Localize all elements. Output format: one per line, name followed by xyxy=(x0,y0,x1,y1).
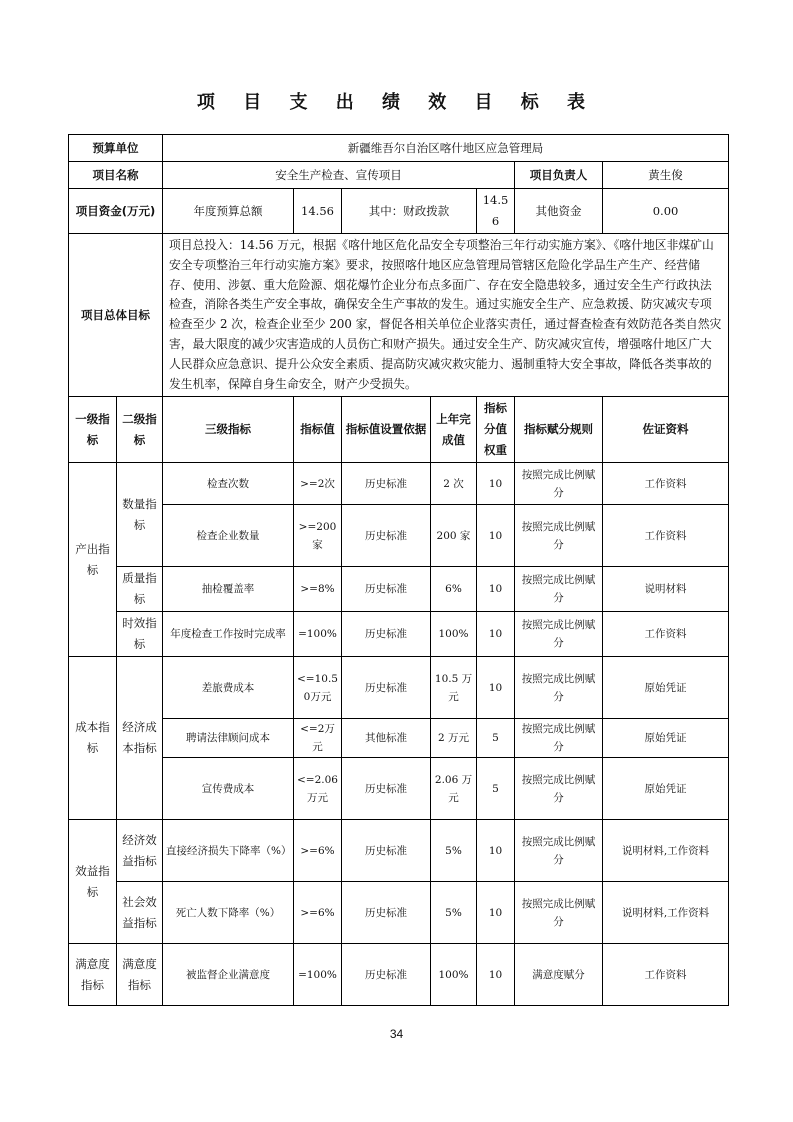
annual-budget-value: 14.56 xyxy=(294,189,342,234)
indicator-value: <=2万元 xyxy=(294,719,342,758)
value-basis: 历史标准 xyxy=(342,944,431,1006)
performance-target-table xyxy=(68,134,729,1006)
table-row xyxy=(69,882,729,944)
evidence: 工作资料 xyxy=(603,463,729,505)
level3-indicator: 死亡人数下降率（%） xyxy=(163,882,294,944)
scoring-rule: 按照完成比例赋分 xyxy=(515,463,603,505)
evidence: 工作资料 xyxy=(603,505,729,567)
funds-label: 项目资金(万元) xyxy=(69,189,163,234)
last-year-value: 6% xyxy=(431,567,477,612)
level3-indicator: 聘请法律顾问成本 xyxy=(163,719,294,758)
overall-goal-text: 项目总投入：14.56 万元，根据《喀什地区危化品安全专项整治三年行动实施方案》、《喀什地区非煤矿山安全专项整治三年行动实施方案》要求，按照喀什地区应急管理局管辖区危险化学品生产生产、经营储存、使用、涉氨、重大危险源、烟花爆竹企业分布点多面广、存在安全隐患较多，通过安全生产行政执法检查，消除各类生产安全事故，确保安全生产事故的发生。通过实施安全生产、应急救援、防灾减灾专项检查至少 2 次，检查企业至少 200 家，督促各相关单位企业落实责任，通过督查检查有效防范各类自然灾害，最大限度的减少灾害造成的人员伤亡和财产损失。通过安全生产、防灾减灾宣传，增强喀什地区广大人民群众应急意识、提升公众安全素质、提高防灾减灾救灾能力、遏制重特大安全事故，降低各类事故的发生机率，保障自身生命安全，财产少受损失。 xyxy=(163,234,729,397)
evidence: 说明材料 xyxy=(603,567,729,612)
column-header: 指标值 xyxy=(294,397,342,463)
last-year-value: 5% xyxy=(431,820,477,882)
budget-unit-value: 新疆维吾尔自治区喀什地区应急管理局 xyxy=(163,135,729,162)
table-row xyxy=(69,944,729,1006)
other-funds-label: 其他资金 xyxy=(515,189,603,234)
score-weight: 5 xyxy=(477,758,515,820)
last-year-value: 5% xyxy=(431,882,477,944)
other-funds-value: 0.00 xyxy=(603,189,729,234)
level2-indicator: 经济效益指标 xyxy=(117,820,163,882)
evidence: 原始凭证 xyxy=(603,719,729,758)
scoring-rule: 按照完成比例赋分 xyxy=(515,758,603,820)
indicator-value: <=2.06万元 xyxy=(294,758,342,820)
column-header: 指标分值权重 xyxy=(477,397,515,463)
evidence: 说明材料,工作资料 xyxy=(603,820,729,882)
level3-indicator: 直接经济损失下降率（%） xyxy=(163,820,294,882)
project-owner-value: 黄生俊 xyxy=(603,162,729,189)
table-row xyxy=(69,758,729,820)
last-year-value: 2.06 万元 xyxy=(431,758,477,820)
column-header: 指标值设置依据 xyxy=(342,397,431,463)
value-basis: 历史标准 xyxy=(342,882,431,944)
table-row xyxy=(69,657,729,719)
scoring-rule: 按照完成比例赋分 xyxy=(515,719,603,758)
score-weight: 5 xyxy=(477,719,515,758)
last-year-value: 100% xyxy=(431,612,477,657)
evidence: 原始凭证 xyxy=(603,758,729,820)
score-weight: 10 xyxy=(477,612,515,657)
level2-indicator: 社会效益指标 xyxy=(117,882,163,944)
last-year-value: 2 次 xyxy=(431,463,477,505)
score-weight: 10 xyxy=(477,567,515,612)
value-basis: 历史标准 xyxy=(342,505,431,567)
level1-indicator: 产出指标 xyxy=(69,463,117,657)
evidence: 原始凭证 xyxy=(603,657,729,719)
fiscal-value: 14.56 xyxy=(477,189,515,234)
table-row xyxy=(69,463,729,505)
table-row xyxy=(69,820,729,882)
indicator-value: >=6% xyxy=(294,820,342,882)
level2-indicator: 满意度指标 xyxy=(117,944,163,1006)
level3-indicator: 检查企业数量 xyxy=(163,505,294,567)
column-header: 三级指标 xyxy=(163,397,294,463)
last-year-value: 200 家 xyxy=(431,505,477,567)
value-basis: 历史标准 xyxy=(342,567,431,612)
evidence: 工作资料 xyxy=(603,944,729,1006)
score-weight: 10 xyxy=(477,820,515,882)
indicator-value: =100% xyxy=(294,612,342,657)
table-row xyxy=(69,612,729,657)
table-row xyxy=(69,719,729,758)
evidence: 工作资料 xyxy=(603,612,729,657)
indicator-value: >=200家 xyxy=(294,505,342,567)
last-year-value: 100% xyxy=(431,944,477,1006)
column-header: 佐证资料 xyxy=(603,397,729,463)
scoring-rule: 按照完成比例赋分 xyxy=(515,612,603,657)
level2-indicator: 数量指标 xyxy=(117,463,163,567)
level3-indicator: 宣传费成本 xyxy=(163,758,294,820)
value-basis: 历史标准 xyxy=(342,657,431,719)
column-header: 一级指标 xyxy=(69,397,117,463)
column-header: 指标赋分规则 xyxy=(515,397,603,463)
indicator-value: <=10.50万元 xyxy=(294,657,342,719)
value-basis: 其他标准 xyxy=(342,719,431,758)
column-header: 二级指标 xyxy=(117,397,163,463)
level3-indicator: 检查次数 xyxy=(163,463,294,505)
page-title: 项 目 支 出 绩 效 目 标 表 xyxy=(196,92,597,113)
value-basis: 历史标准 xyxy=(342,758,431,820)
score-weight: 10 xyxy=(477,505,515,567)
scoring-rule: 按照完成比例赋分 xyxy=(515,820,603,882)
score-weight: 10 xyxy=(477,882,515,944)
level1-indicator: 成本指标 xyxy=(69,657,117,820)
score-weight: 10 xyxy=(477,944,515,1006)
level3-indicator: 差旅费成本 xyxy=(163,657,294,719)
scoring-rule: 按照完成比例赋分 xyxy=(515,505,603,567)
score-weight: 10 xyxy=(477,463,515,505)
value-basis: 历史标准 xyxy=(342,612,431,657)
value-basis: 历史标准 xyxy=(342,463,431,505)
evidence: 说明材料,工作资料 xyxy=(603,882,729,944)
project-name-value: 安全生产检查、宣传项目 xyxy=(163,162,515,189)
indicator-value: >=2次 xyxy=(294,463,342,505)
level3-indicator: 年度检查工作按时完成率 xyxy=(163,612,294,657)
indicator-value: >=8% xyxy=(294,567,342,612)
scoring-rule: 按照完成比例赋分 xyxy=(515,567,603,612)
indicator-value: >=6% xyxy=(294,882,342,944)
budget-unit-label: 预算单位 xyxy=(69,135,163,162)
level3-indicator: 被监督企业满意度 xyxy=(163,944,294,1006)
table-row xyxy=(69,567,729,612)
fiscal-label: 其中：财政拨款 xyxy=(342,189,477,234)
overall-goal-label: 项目总体目标 xyxy=(69,234,163,397)
indicator-value: =100% xyxy=(294,944,342,1006)
level3-indicator: 抽检覆盖率 xyxy=(163,567,294,612)
project-name-label: 项目名称 xyxy=(69,162,163,189)
level1-indicator: 效益指标 xyxy=(69,820,117,944)
level2-indicator: 经济成本指标 xyxy=(117,657,163,820)
annual-budget-label: 年度预算总额 xyxy=(163,189,294,234)
scoring-rule: 按照完成比例赋分 xyxy=(515,657,603,719)
value-basis: 历史标准 xyxy=(342,820,431,882)
column-header: 上年完成值 xyxy=(431,397,477,463)
scoring-rule: 按照完成比例赋分 xyxy=(515,882,603,944)
project-owner-label: 项目负责人 xyxy=(515,162,603,189)
score-weight: 10 xyxy=(477,657,515,719)
scoring-rule: 满意度赋分 xyxy=(515,944,603,1006)
table-row xyxy=(69,505,729,567)
page-number: 34 xyxy=(389,1027,404,1041)
level2-indicator: 质量指标 xyxy=(117,567,163,612)
level2-indicator: 时效指标 xyxy=(117,612,163,657)
last-year-value: 10.5 万元 xyxy=(431,657,477,719)
last-year-value: 2 万元 xyxy=(431,719,477,758)
level1-indicator: 满意度指标 xyxy=(69,944,117,1006)
